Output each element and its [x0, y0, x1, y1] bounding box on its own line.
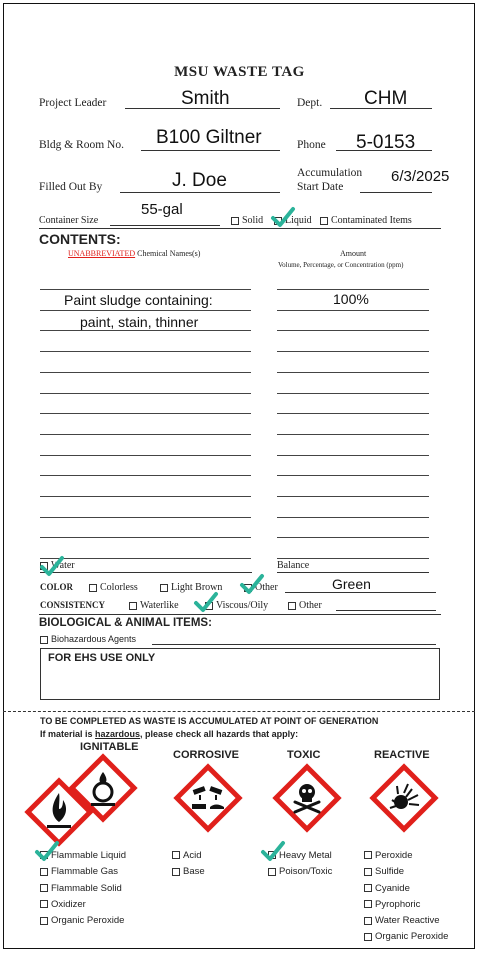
bio-heading: BIOLOGICAL & ANIMAL ITEMS:	[39, 617, 212, 629]
colorless-option[interactable]: Colorless	[89, 582, 138, 593]
amount-1[interactable]: 100%	[333, 291, 369, 307]
container-field[interactable]: 55-gal	[141, 201, 183, 218]
skull-crossbones-icon	[271, 762, 343, 834]
bldg-field[interactable]: B100 Giltner	[156, 127, 262, 148]
amount-line	[277, 351, 429, 352]
cyanide-option[interactable]: Cyanide	[364, 881, 448, 897]
chemical-name-line	[40, 434, 251, 435]
chemical-name-line	[40, 537, 251, 538]
amount-line	[277, 372, 429, 373]
accum-label-1: Accumulation	[297, 167, 363, 179]
poison-toxic-checkbox[interactable]	[268, 868, 276, 876]
acid-option[interactable]: Acid	[172, 848, 205, 864]
consistency-other-checkbox[interactable]	[288, 602, 296, 610]
amount-line	[277, 393, 429, 394]
flammable-gas-option[interactable]: Flammable Gas	[40, 864, 126, 880]
pyrophoric-checkbox[interactable]	[364, 900, 372, 908]
flammable-liquid-option[interactable]: Flammable Liquid	[40, 848, 126, 864]
section-divider	[39, 614, 441, 615]
project-leader-label: Project Leader	[39, 97, 107, 109]
acid-checkbox[interactable]	[172, 851, 180, 859]
chemical-name-line	[40, 558, 251, 559]
chem-names-header: UNABBREVIATED Chemical Names(s)	[68, 249, 201, 258]
amount-line	[277, 330, 429, 331]
contents-heading: CONTENTS:	[39, 231, 121, 247]
chemical-name-line	[40, 475, 251, 476]
organic-peroxide-option[interactable]: Organic Peroxide	[40, 913, 126, 929]
base-checkbox[interactable]	[172, 868, 180, 876]
dept-label: Dept.	[297, 97, 323, 109]
ehs-label: FOR EHS USE ONLY	[48, 652, 156, 664]
peroxide-checkbox[interactable]	[364, 851, 372, 859]
unabbrev-label: UNABBREVIATED	[68, 249, 136, 258]
hazard-instruction-2: If material is hazardous, please check all hazards that apply:	[40, 729, 299, 739]
corrosive-list	[172, 848, 205, 881]
ehs-box	[40, 648, 440, 700]
project-leader-field[interactable]: Smith	[181, 88, 230, 109]
liquid-option[interactable]: Liquid	[274, 215, 312, 226]
peroxide-option[interactable]: Peroxide	[364, 848, 448, 864]
filled-label: Filled Out By	[39, 181, 103, 193]
amount-line	[277, 310, 429, 311]
phone-label: Phone	[297, 139, 326, 151]
phone-field[interactable]: 5-0153	[356, 132, 416, 153]
balance-line	[277, 572, 429, 573]
amount-line	[277, 434, 429, 435]
flammable-gas-checkbox[interactable]	[40, 868, 48, 876]
colorless-checkbox[interactable]	[89, 584, 97, 592]
chemical-name-1[interactable]: Paint sludge containing:	[64, 292, 213, 308]
flame-icon	[23, 776, 95, 848]
color-other-field[interactable]: Green	[332, 576, 371, 592]
water-option[interactable]: Water	[40, 560, 75, 571]
biohazard-option[interactable]: Biohazardous Agents	[40, 634, 136, 644]
water-line	[40, 572, 252, 573]
amount-line	[277, 496, 429, 497]
filled-field[interactable]: J. Doe	[172, 170, 227, 191]
filled-line	[120, 192, 280, 193]
cyanide-checkbox[interactable]	[364, 884, 372, 892]
sulfide-option[interactable]: Sulfide	[364, 864, 448, 880]
chemical-name-line	[40, 393, 251, 394]
chemical-name-line	[40, 413, 251, 414]
water-reactive-option[interactable]: Water Reactive	[364, 913, 448, 929]
organic-peroxide-checkbox[interactable]	[40, 917, 48, 925]
color-other-option[interactable]: Other	[244, 582, 278, 593]
corrosive-title: CORROSIVE	[173, 749, 240, 761]
bldg-label: Bldg & Room No.	[39, 139, 124, 151]
contaminated-checkbox[interactable]	[320, 217, 328, 225]
chemical-name-line	[40, 351, 251, 352]
hazard-instruction-1: TO BE COMPLETED AS WASTE IS ACCUMULATED AT POINT OF GENERATION	[40, 716, 379, 726]
amount-line	[277, 537, 429, 538]
chemical-name-line	[40, 496, 251, 497]
oxidizer-option[interactable]: Oxidizer	[40, 897, 126, 913]
accum-line	[360, 192, 432, 193]
amount-line	[277, 475, 429, 476]
base-option[interactable]: Base	[172, 864, 205, 880]
reactive-title: REACTIVE	[374, 749, 430, 761]
container-label: Container Size	[39, 215, 99, 226]
light-brown-checkbox[interactable]	[160, 584, 168, 592]
dept-field[interactable]: CHM	[364, 88, 408, 109]
flammable-solid-option[interactable]: Flammable Solid	[40, 881, 126, 897]
checkmark-icon	[39, 555, 65, 577]
toxic-title: TOXIC	[287, 749, 321, 761]
light-brown-option[interactable]: Light Brown	[160, 582, 222, 593]
checkmark-icon	[239, 573, 265, 595]
amount-subheader: Volume, Percentage, or Concentration (ppm)	[278, 261, 404, 269]
checkmark-icon	[260, 840, 286, 862]
waterlike-checkbox[interactable]	[129, 602, 137, 610]
amount-line	[277, 517, 429, 518]
accum-field[interactable]: 6/3/2025	[391, 168, 450, 185]
viscous-option[interactable]: Viscous/Oily	[205, 600, 268, 611]
sulfide-checkbox[interactable]	[364, 868, 372, 876]
form-title: MSU WASTE TAG	[174, 64, 305, 80]
biohazard-line	[152, 644, 436, 645]
bldg-line	[141, 150, 280, 151]
exploding-bomb-icon	[368, 762, 440, 834]
water-reactive-checkbox[interactable]	[364, 917, 372, 925]
checkmark-icon	[193, 591, 219, 613]
oxidizer-checkbox[interactable]	[40, 900, 48, 908]
amount-line	[277, 413, 429, 414]
section-divider	[39, 228, 441, 229]
tear-line	[3, 711, 475, 712]
amount-line	[277, 558, 429, 559]
poison-toxic-option[interactable]: Poison/Toxic	[268, 864, 332, 880]
chemical-name-line	[40, 289, 251, 290]
ignitable-title: IGNITABLE	[80, 741, 139, 753]
accum-label-2: Start Date	[297, 181, 344, 193]
container-line	[110, 225, 220, 226]
color-other-line	[285, 592, 436, 593]
amount-line	[277, 455, 429, 456]
reactive-organic-peroxide-checkbox[interactable]	[364, 933, 372, 941]
checkmark-icon	[34, 840, 60, 862]
reactive-list	[364, 848, 448, 946]
pyrophoric-option[interactable]: Pyrophoric	[364, 897, 448, 913]
color-label: COLOR	[40, 582, 74, 592]
waterlike-option[interactable]: Waterlike	[129, 600, 179, 611]
solid-option[interactable]: Solid	[231, 215, 263, 226]
consistency-other-line	[336, 610, 436, 611]
amount-header: Amount	[340, 249, 367, 258]
chemical-name-2[interactable]: paint, stain, thinner	[80, 314, 199, 330]
solid-checkbox[interactable]	[231, 217, 239, 225]
reactive-organic-peroxide-option[interactable]: Organic Peroxide	[364, 929, 448, 945]
heavy-metal-option[interactable]: Heavy Metal	[268, 848, 332, 864]
chemical-name-line	[40, 372, 251, 373]
checkmark-icon	[270, 206, 296, 228]
chemical-name-line	[40, 330, 251, 331]
consistency-label: CONSISTENCY	[40, 600, 106, 610]
chemical-name-line	[40, 310, 251, 311]
corrosion-icon	[172, 762, 244, 834]
chemical-name-line	[40, 455, 251, 456]
biohazard-checkbox[interactable]	[40, 636, 48, 644]
amount-line	[277, 289, 429, 290]
consistency-other-option[interactable]: Other	[288, 600, 322, 611]
flammable-solid-checkbox[interactable]	[40, 884, 48, 892]
chemical-name-line	[40, 517, 251, 518]
balance-label: Balance	[277, 560, 310, 571]
contaminated-option[interactable]: Contaminated Items	[320, 215, 412, 226]
